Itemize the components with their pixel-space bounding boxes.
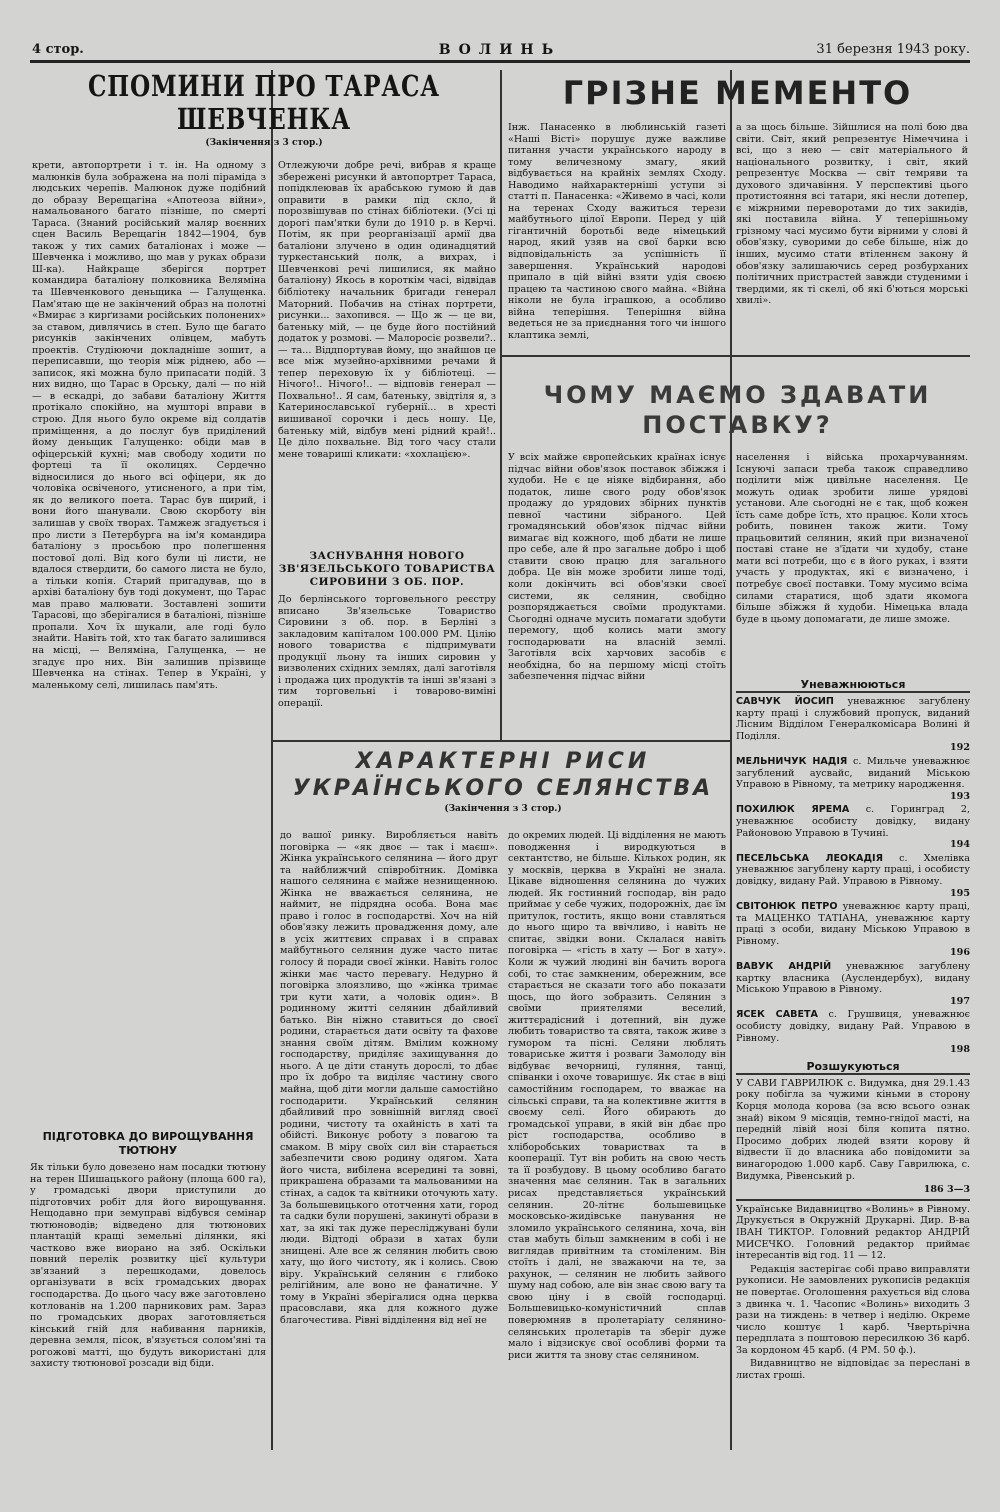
peasantry-column-1: до вашої ринку. Виробляється навіть поговірка — «як двоє — так і маєш». Жінка українського селянина — його друг та найближчий співробітник. Домівка нашого селянина є майже незнищенною. Жінка не вважається селянина, не наймит, не підрядна особа. Вона має право і голос в господарстві. Хоч на ній обов'язку лежить провадження дому, але в усіх життєвих справах і в справах майбутнього селянин дуже часто питає голосу й поради своєї жінки. Навіть голос жінки має часто перевагу. Недурно й поговірка злоязливо, що «жінка тримає три кути хати, а чоловік один». В родинному житті селянин дбайливий батько. Він ніжно ставиться до своєї родини, старається дати освіту та фахове знання своїм дітям. Вмілим кожному господарству, приділяє захищування до нього. А це діти стануть дорослі, то дбає про їх добро та виділяє частину свого майна, щоб діти могли дальше самостійно господарити. Український селянин дбайливий про зовнішній вигляд своєї родини, чистоту та охайність в хаті та обійсті. Виконує роботу з повагою та смаком. В міру своїх сил він старається забезпечити свою родину одягом. Хата його чиста, вибілена всередині та зовні, прикрашена образами та мальованими на стінах, а садок та квітники оточують хату. За большевицького ототчення хати, город та садки були порушені, закинуті образи в хат, за які так дуже пересліджувані були люди. Відтоді образи в хатах були знищені. Але все ж селянин любить свою хату, що його чистоту, як і колись. Свою віру. Український селянин є глибоко релігійним, але воно не фанатичне. У тому в Україні зберігалися одна церква прасовслави, яка для кожного дуже благочестива. Рівні відділення від неї не [280, 830, 498, 1326]
shevchenko-column-1: крети, автопортрети і т. ін. На одному з малюнків була зображена на полі піраміда з людських черепів. Малюнок дуже подібний до образу Верещагіна «Апотеоза війни», намальованого багато пізніше, по смерті Тараса. (Знаний російський маляр воєнних сцен Василь Верещагін 1842—1904, був також у тих самих баталіонах і може — Шевченка і можливо, що мав у руках образи Ш-ка). Найкраще зберігся портрет командира баталіону полковника Веляміна та Шевченкового деньщика — Галущенка. Пам'ятаю ще не закінчений образ на полотні «Вмирає з кирґизами російських полонених» за ставом, дивлячись в степ. Було ще багато рисунків закінчених олівцем, мабуть проектів. Студіюючи докладніше зошит, а переписавши, що теорія між ріднею, або — записок, які можна було припасати подій. З них видно, що Тарас в Орську, далі — по ній — в ескадрі, до забави баталіону Життя протікало спокійно, на мушторі вправи в строю. Для нього було окреме від солдатів приміщення, а до послуг був приділений йому деньщик Галущенко: обіди мав в офіцерській кухні; мав свободу ходити по фортеці та її околицях. Сердечно відносилися до нього всі офіцери, як до чоловіка освіченого, утисненого, а при тім, як до великого поета. Тарас був щирий, і вони його шанували. Свою скорботу він залишав у своїх творах. Тамжеж згадується і про листи з Петербурга на ім'я командира баталіону з просьбою про полегшення постової долі. Від кого були ці листи, не вдалося ствердити, бо самого листа не було, а тільки копія. Старий пригадував, що в архіві баталіону був тоді документ, що Тарас мав право малювати. Зоставлені зошити Тарасові, що зберігалися в баталіоні, пізніше пропали. Хоч їх шукали, але годі було знайти. Навіть той, хто так багато залишився на місці, — Веляміна, Галущенка, — не згадує про них. Він залишив прізвище Шевченка на стінах. Тепер в Україні, у маленькому селі, лишилась пам'ять. [32, 160, 266, 691]
divider [736, 1199, 970, 1201]
wanted-text: У САВИ ГАВРИЛЮК с. Видумка, дня 29.1.43 року побігла за чужими кіньми в сторону Корця молода корова (за всю всього ознак знай) віком 9 місяців, темно-гнідої масті, на передній лівій нозі біля копита пятно. Просимо добрих людей взяти корову й відвести її до власника або повідомити за винагородою 1.000 карб. Саву Гаврилюка, с. Видумка, Рівенський р. [736, 1077, 970, 1182]
invalidated-heading: Уневажнюються [736, 678, 970, 693]
announcement-number: 194 [949, 839, 970, 851]
announcement-name: ВАВУК АНДРІЙ [736, 961, 832, 973]
issue-date: 31 березня 1943 року. [816, 42, 970, 57]
announcement-item [736, 961, 970, 1007]
newspaper-name: ВОЛИНЬ [438, 42, 562, 58]
announcement-item [736, 1009, 970, 1055]
section-rule [500, 355, 970, 357]
column-rule [271, 70, 273, 1450]
page-number: 4 стор. [32, 42, 84, 57]
company-news [278, 550, 496, 735]
publisher-info: Українське Видавництво «Волинь» в Рівному. Друкується в Окружній Друкарні. Дир. В-ва ІВАН ТИКТОР. Головний редактор АНДРІЙ МИСЕЧКО. Головний редактор приймає інтересантів від год. 11 — 12. [736, 1203, 970, 1262]
shevchenko-title-line-1: СПОМИНИ ПРО ТАРАСА [87, 70, 441, 103]
peasantry-heading [278, 748, 728, 830]
shevchenko-continuation: (Закінчення з 3 стор.) [205, 138, 323, 148]
section-rule [271, 740, 730, 742]
payment-notice: Видавництво не відповідає за переслані в листах гроші. [736, 1358, 970, 1382]
announcement-item [736, 853, 970, 899]
tobacco-article [30, 1130, 266, 1460]
page-header [30, 40, 970, 63]
column-rule [500, 70, 502, 740]
peasantry-continuation: (Закінчення з 3 стор.) [444, 804, 562, 814]
editorial-notice: Редакція застерігає собі право виправляти рукописи. Не замовлених рукописів редакція не повертає. Оголошення рахується від слова з двинка ч. 1. Часопис «Волинь» виходить 3 рази на тиждень: в четвер і неділю. Окреме число коштує 1 карб. Чвертьрічна передплата з поштовою пересилкою 36 карб. За кордоном 45 карб. (4 РМ. 50 ф.). [736, 1263, 970, 1356]
announcement-name: ПЕСЕЛЬСЬКА ЛЕОКАДІЯ [736, 852, 883, 864]
company-news-title: ЗАСНУВАННЯ НОВОГО ЗВ'ЯЗЕЛЬСЬКОГО ТОВАРИСТВА СИРОВИНИ З ОБ. ПОР. [278, 550, 496, 588]
announcement-name: САВЧУК ЙОСИП [736, 696, 834, 707]
company-news-text: До берлінського торговельного реєстру вписано Зв'язельське Товариство Сировини з об. пор. в Берліні з закладовим капіталом 100.000 РМ. Цілію нового товариства є підпримувати продукції льону та інших сировин у визволених східних землях, далі заготівля і продажа цих продуктів та інші зв'язані з тим торговельні і товарово-виміні операції. [278, 594, 496, 709]
announcement-number: 192 [949, 742, 970, 754]
tobacco-text: Як тільки було довезено нам посадки тютюну на терен Шишацького району (площа 600 га), у громадські двори приступили до підготовчих робіт для його вирощування. Нещодавно при земуправі відбувся семінар тютюноводів; відведено для тютюнових плантацій кращі земельні ділянки, які частково вже виорано на зяб. Оскільки повний перелік розвитку цієї культури зв'язаний з перешкодами, довелось організувати в всіх громадських дворах господарства. До цього часу вже заготовлено котлованів на 1.200 парникових рам. Зараз по громадських дворах заготовляється кінський гній для набивання парників, деревна земля, пісок, в'язується солом'яні та рогожові матті, що будуть використані для захисту тютюнової розсади від біди. [30, 1162, 266, 1370]
tobacco-title: ПІДГОТОВКА ДО ВИРОЩУВАННЯ ТЮТЮНУ [42, 1130, 254, 1157]
announcement-text: с. Горинград 2, уневажнює особисту довідку, видану Районовою Управою в Тучині. [736, 804, 970, 839]
delivery-heading [505, 380, 970, 446]
announcement-text: уневажнює карту праці, та МАЦЕНКО ТАТІАНА, уневажнює карту праці з особи, видану Міською Управою в Рівному. [736, 901, 970, 947]
announcements-column [736, 676, 970, 1466]
announcement-list [736, 696, 970, 1056]
delivery-column-1: У всіх майже європейських країнах існує підчас війни обов'язок поставок збіжжя і худоби. Не є це ніяке відбирання, або податок, лише свого роду обов'язок продажу до урядових збірних пунктів певної частини зібраного. Цей громадянський обов'язок підчас війни вимагає від кожного, щоб дбати не лише про себе, але й про загальне добро і щоб ставити свою працю для загального добра. Це він може зробити лише тоді, коли докінчить всі обов'язки своєї системи, як селянин, свобідно розпоряджається своїми продуктами. Сьогодні одначе мусить помагати здобути перемогу, щоб колись мати змогу господарювати на власній землі. Заготівля всіх харчових засобів є необхідна, бо на першому місці стоїть забезпечення підчас війни [508, 452, 726, 683]
wanted-heading: Розшукуються [736, 1060, 970, 1075]
wanted-number: 186 3—3 [923, 1184, 970, 1196]
announcement-item [736, 756, 970, 802]
memento-column-1: Інж. Панасенко в люблинській газеті «Наші Вісті» порушує дуже важливе питання участи українського народу в тому величезному змагу, який відбувається на крайніх землях Сходу. Наводимо найхарактерніші уступи зі статті п. Панасенка: «Живемо в часі, коли на теренах Сходу важиться терези майбутнього цілої Европи. Перед у цій гігантичній боротьбі веде німецький народ, який узяв на свої барки всю відповідальність за успішність її завершення. Український народові припало в цій війні взяти удія своєю працею та частиною свого майна. «Війна ніколи не була іграшкою, а особливо війна теперішня. Теперішня війна ведеться не за приєднання того чи іншого клаптика землі, [508, 122, 726, 341]
announcement-text: уневажнює загублену картку власника (Ауслендербух), видану Міською Управою в Рівному. [736, 961, 970, 996]
announcement-text: с. Грушвиця, уневажнює особисту довідку, видану Рай. Управою в Рівному. [736, 1009, 970, 1044]
announcement-text: уневажнює загублену карту праці і службовий пропуск, виданий Лісним Відділом Генералкомісара Волині й Поділля. [736, 696, 970, 742]
peasantry-title-line-2: УКРАЇНСЬКОГО СЕЛЯНСТВА [292, 776, 714, 801]
announcement-item [736, 901, 970, 959]
shevchenko-column-2: Отлежуючи добре речі, вибрав я краще збережені рисунки й автопортрет Тараса, попідклеював їх арабською гумою й дав оправити в рамки під скло, й порозвішував по стінах бібліотеки. (Усі ці дорогі пам'ятки були до 1910 р. в Керчі. Потім, як при реорганізації армії два баталіони злучено в один одинадцятий туркестанський полк, а вихрах, і Шевченкові речі лишилися, як майно баталіону) Якось в короткім часі, відвідав бібліотеку начальник бригади генерал Маторний. Побачив на стінах портрети, рисунки... захопився. — Що ж — це ви, батеньку мій, — це буде його постійний додаток у розмові. — Малоросіє розвели?.. — та... Віддпортував йому, що знайшов це все між музейно-архівними речами й тепер переховую їх у бібліотеці. — Нічого!.. Нічого!.. — відповів генерал — Похвально!.. Я сам, батеньку, звідтіля я, з Катеринославської губернії... в хресті вишиваної сорочки і десь ношу. Це, батеньку мій, відбув мені рідний край!.. Це діло похвальне. Від того часу стали мене товариші кликати: «хохлацією». [278, 160, 496, 460]
delivery-title-line-1: ЧОМУ МАЄМО ЗДАВАТИ [543, 381, 932, 409]
shevchenko-heading [30, 70, 498, 160]
announcement-number: 196 [949, 947, 970, 959]
delivery-title-line-2: ПОСТАВКУ? [642, 411, 833, 439]
announcement-name: СВІТОНЮК ПЕТРО [736, 901, 838, 913]
column-rule [730, 70, 732, 1450]
announcement-name: ПОХИЛЮК ЯРЕМА [736, 804, 850, 816]
memento-heading [505, 72, 970, 118]
announcement-item [736, 804, 970, 850]
peasantry-title-line-1: ХАРАКТЕРНІ РИСИ [355, 749, 651, 774]
shevchenko-title-line-2: ШЕВЧЕНКА [177, 102, 351, 136]
announcement-name: МЕЛЬНИЧУК НАДІЯ [736, 755, 848, 767]
peasantry-column-2: до окремих людей. Ці відділення не мають поводження і виродкуються в сектантство, не більше. Кількох родин, як у москвів, церква в Україні не знала. Цікаве відношення селянина до чужих людей. Як гостинний господар, він радо приймає у себе чужих, подорожніх, дає їм притулок, гостить, якщо вони ставляться до нього щиро та ввічливо, і навіть не спитає, звідки вони. Склалася навіть поговірка — «гість в хату — Бог в хату». Коли ж чужий людині він бачить ворога собі, то стає замкненим, обережним, все старається не сказати того або показати щось, що його зобразить. Селянин з своїми приятелями веселий, життєрадісний і дотепний, він дуже любить товариство та свята, також живе з гумором та пісні. Селяни люблять товариське життя і розваги Замолоду він відбуває вечорниці, гуляння, танці, співанки і охоче товаришує. Як стає в віці самостійним господарем, то вважає на сільські справи, та на колективне життя в своєму селі. Його обирають до громадської управи, в якій він дбає про ріст господарства, особливо в хліборобських товариствах та в кооперації. Тут він робить на свою честь та її розбудову. В цьому особливо багато значення має селянин. Так в загальних рисах представляється український селянин. 20-літнє большевицьке московсько-жидівське панування не зломило українського селянина, хоча, він став мабуть більш замкненим в собі і не виглядав привітним та стоміленим. Він стоїть і далі, не зважаючи на те, за рахунок, — селянин не любить зайвого шуму над собою, але він знає свою вагу та свою ціну і в своїй господарці. Большевицько-комуністичний сплав поверюмняв в пролетаріату селянино-селянських пролетарів та зберіг дуже мало і відзискує свої особливі форми та риси життя та знову стає селянином. [508, 830, 726, 1361]
announcement-name: ЯСЕК САВЕТА [736, 1009, 818, 1021]
announcement-text: с. Хмелівка уневажнює загублену карту праці, і особисту довідку, видану Рай. Управою в Рівному. [736, 852, 970, 887]
memento-column-2: а за щось більше. Зійшлися на полі бою два світи. Світ, який репрезентує Німеччина і всі, що з нею — світ матеріального й національного розвитку, і світ, який репрезентує Москва — світ темряви та духового здичавіння. У перспективі цього протистояння всі татари, які несли дотепер, є міжрними переворотами до тих закидів, які поставила війна. У теперішньому грізному часі мусимо бути вірними у слові й обов'язку, суворими до себе більше, ніж до інших, мусимо стати втіленнєм закону й обов'язку залишаючись серед розбурханих політичних пристрастей завжди студеними і твердими, як ті скелі, об які б'ються морські хвилі». [736, 122, 968, 307]
memento-title: ГРІЗНЕ МЕМЕНТО [562, 74, 913, 112]
delivery-column-2: населення і війська прохарчуванням. Існуючі запаси треба також справедливо поділити між цивільне населення. Це можуть одиак зробити лише урядові установи. Але сьогодні не є так, щоб кожен їсть саме добре їсть, хто працює. Коли хтось робить, повинен також жити. Тому працьовитий селянин, який при визначеної поставі стане не з'їдати чи худобу, стане мати всі потреби, що є в його руках, і взяти участь у продуктах, які є визначено, і потребує своєї поставки. Тому мусимо всіма силами старатися, щоб здати якомога більше збіжжя й худоби. Німецька влада буде в цьому допомагати, де лише зможе. [736, 452, 968, 625]
announcement-text: с. Мильче уневажнює загублений аусвайс, виданий Міською Управою в Рівному, та метрику народження. [736, 755, 970, 791]
announcement-number: 193 [949, 790, 970, 802]
announcement-number: 197 [949, 995, 970, 1007]
announcement-item [736, 696, 970, 754]
announcement-number: 198 [949, 1044, 970, 1056]
announcement-number: 195 [949, 887, 970, 899]
